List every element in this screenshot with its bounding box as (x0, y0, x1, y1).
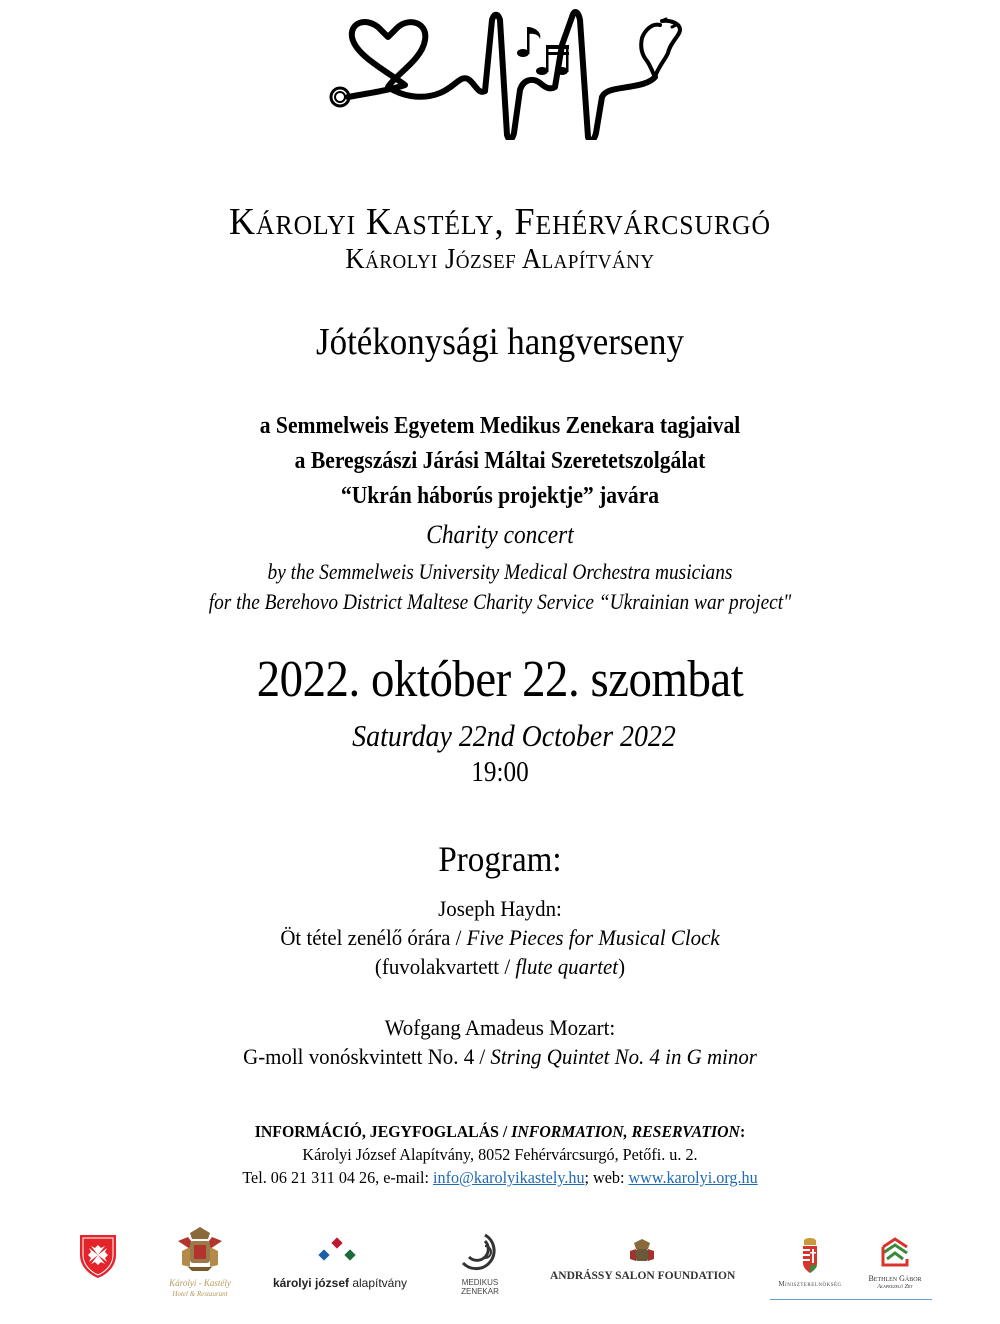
event-subtitle-line: a Semmelweis Egyetem Medikus Zenekara tagjaival (259, 413, 741, 439)
maltese-cross-shield-icon (78, 1233, 118, 1279)
composer-mozart: Wofgang Amadeus Mozart: (384, 1015, 616, 1040)
piece-note-close: ) (618, 954, 626, 979)
event-date: 2022. október 22. szombat (256, 651, 744, 708)
piece-title-hu: G-moll vonóskvintett No. 4 / (243, 1044, 491, 1069)
heartbeat-stethoscope-music-icon (310, 5, 690, 140)
piece-haydn-title (25, 925, 975, 951)
karolyi-jozsef-alapitvany-logo (265, 1237, 415, 1290)
piece-title-hu: Öt tétel zenélő órára / (280, 925, 467, 950)
info-contact (25, 1168, 975, 1188)
info-heading (35, 1122, 965, 1142)
piece-title-en: String Quintet No. 4 in G minor (490, 1044, 757, 1069)
hotel-label: Károlyi - Kastély (169, 1278, 231, 1288)
organizer-title: Károlyi József Alapítvány (345, 244, 655, 275)
andrassy-label: ANDRÁSSY SALON FOUNDATION (550, 1270, 736, 1282)
event-title-english: Charity concert (426, 520, 574, 549)
info-heading-hu: INFORMÁCIÓ, JEGYFOGLALÁS / (254, 1122, 512, 1141)
venue-title: Károlyi Kastély, Fehérvárcsurgó (229, 201, 771, 243)
piece-mozart-title (25, 1044, 975, 1070)
info-tel: Tel. 06 21 311 04 26, e-mail: (242, 1168, 434, 1187)
zenekar-label: ZENEKAR (461, 1287, 499, 1296)
karolyi-kastely-hotel-logo (160, 1227, 240, 1301)
event-subtitle-english-line: by the Semmelweis University Medical Orchestra musicians (267, 559, 733, 584)
kja-label-light: alapítvány (348, 1276, 408, 1290)
bethlen-gabor-logo (862, 1237, 928, 1290)
web-link[interactable]: www.karolyi.org.hu (628, 1168, 758, 1187)
event-subtitle-line: a Beregszászi Járási Máltai Szeretetszolgálat (294, 448, 706, 474)
miniszterelnokseg-label: Miniszterelnökség (778, 1280, 842, 1288)
event-subtitle-english-line: for the Berehovo District Maltese Charity Service “Ukrainian war project" (208, 589, 792, 614)
hotel-sublabel: Hotel & Restaurant (172, 1290, 228, 1298)
event-title: Jótékonysági hangverseny (316, 321, 684, 363)
info-heading-en: INFORMATION, RESERVATION (511, 1122, 740, 1141)
piece-note-hu: (fuvolakvartett / (374, 954, 516, 979)
medikus-label: MEDIKUS (461, 1278, 499, 1287)
bethlen-label: Bethlen Gábor (868, 1274, 922, 1283)
composer-haydn: Joseph Haydn: (438, 896, 562, 921)
info-web-prefix: ; web: (584, 1168, 629, 1187)
piece-haydn-note (25, 954, 975, 980)
event-date-english: Saturday 22nd October 2022 (352, 718, 676, 753)
piece-note-en: flute quartet (515, 954, 619, 979)
bethlen-sublabel: Alapkezelő Zrt (877, 1284, 913, 1290)
event-time: 19:00 (471, 757, 529, 788)
info-address: Károlyi József Alapítvány, 8052 Fehérvárcsurgó, Petőfi. u. 2. (302, 1145, 698, 1164)
piece-title-en: Five Pieces for Musical Clock (466, 925, 720, 950)
program-heading: Program: (438, 839, 562, 879)
andrassy-salon-foundation-logo (550, 1239, 735, 1289)
email-link[interactable]: info@karolyikastely.hu (433, 1168, 585, 1187)
medikus-zenekar-logo (455, 1229, 505, 1299)
kja-label-bold: károlyi józsef (272, 1276, 349, 1290)
event-subtitle-line: “Ukrán háborús projektje” javára (340, 483, 660, 509)
sponsor-logos (0, 1225, 1000, 1305)
info-heading-colon: : (739, 1122, 746, 1141)
miniszterelnokseg-logo (770, 1237, 850, 1287)
footer-divider (770, 1299, 932, 1300)
